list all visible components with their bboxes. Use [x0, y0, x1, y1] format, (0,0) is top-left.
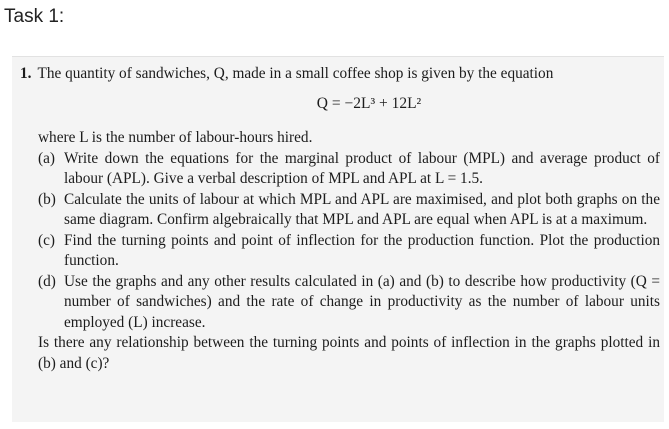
- part-c-label: (c): [38, 231, 55, 249]
- task-title: Task 1:: [4, 6, 65, 27]
- part-d: [20, 272, 660, 334]
- part-b-text: Calculate the units of labour at which MPL and APL are maximised, and plot both graphs on the same diagram. Confirm algebraically that MPL and APL are equal when APL is at a maximum.: [64, 190, 660, 228]
- part-b-label: (b): [38, 190, 56, 208]
- closing-question: Is there any relationship between the turning points and points of inflection in the graphs plotted in (b) and (c)?: [38, 334, 660, 372]
- question-document: [20, 64, 660, 374]
- part-d-text: Use the graphs and any other results calculated in (a) and (b) to describe how productivity (Q = number of sandwiches) and the rate of change in productivity as the number of labour units employed (L) increase.: [64, 272, 660, 331]
- where-clause: where L is the number of labour-hours hired.: [38, 129, 313, 146]
- production-equation: Q = −2L³ + 12L²: [316, 94, 422, 112]
- part-c: [20, 231, 660, 272]
- part-a-label: (a): [38, 149, 55, 167]
- part-b: [20, 190, 660, 231]
- part-c-text: Find the turning points and point of inflection for the production function. Plot the production function.: [64, 231, 660, 269]
- part-a: [20, 149, 660, 190]
- question-number: 1.: [20, 65, 32, 82]
- part-d-label: (d): [38, 272, 56, 290]
- part-a-text: Write down the equations for the marginal product of labour (MPL) and average product of labour (APL). Give a verbal description of MPL and APL at L = 1.5.: [64, 149, 660, 187]
- question-parts: [20, 149, 660, 334]
- question-intro-line: [20, 64, 660, 85]
- question-intro: The quantity of sandwiches, Q, made in a small coffee shop is given by the equation: [37, 65, 554, 82]
